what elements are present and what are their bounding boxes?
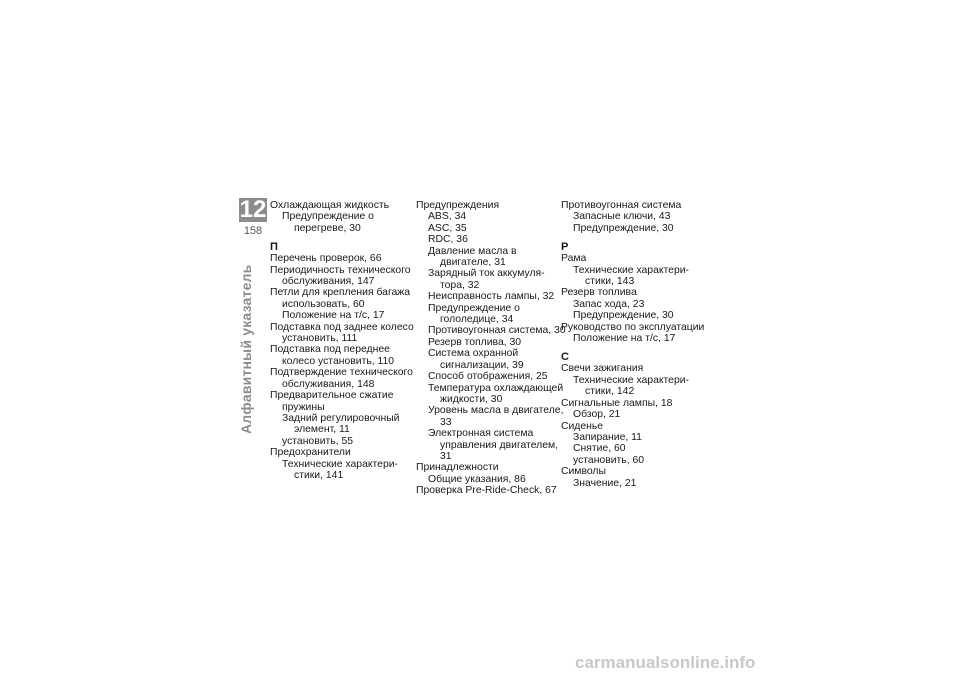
index-subentry: ASC, 35 — [428, 222, 467, 234]
index-subentry: Предупреждение, 30 — [573, 222, 674, 234]
index-subentry: Уровень масла в двигателе, 33 — [428, 405, 564, 428]
index-subentry: RDC, 36 — [428, 234, 468, 246]
index-column-1 — [270, 200, 420, 481]
index-entry: Руководство по эксплуатации — [561, 321, 705, 333]
index-entry: Проверка Pre-Ride-Check, 67 — [416, 485, 557, 497]
index-section-letter: П — [270, 241, 278, 254]
index-subentry: Технические характери-стики, 141 — [282, 458, 398, 481]
index-section-letter: С — [561, 351, 569, 364]
index-entry: Предварительное сжатие пружины — [270, 390, 394, 413]
index-entry: Сигнальные лампы, 18 — [561, 397, 673, 409]
index-subentry: Запас хода, 23 — [573, 298, 645, 310]
index-subentry: Давление масла в двигателе, 31 — [428, 245, 517, 269]
index-subentry: Зарядный ток аккумуля-тора, 32 — [428, 268, 545, 291]
index-subentry: Положение на т/с, 17 — [282, 310, 385, 322]
index-entry: Рама — [561, 253, 587, 265]
index-subentry: Положение на т/с, 17 — [573, 333, 676, 345]
index-entry: Сиденье — [561, 420, 604, 432]
side-title: Алфавитный указатель — [238, 264, 254, 434]
index-subentry: Значение, 21 — [573, 477, 637, 489]
index-subentry: Предупреждение о гололедице, 34 — [428, 302, 520, 326]
index-subentry: Электронная система управления двигателем, 31 — [428, 428, 559, 462]
index-subentry: Неисправность лампы, 32 — [428, 291, 555, 303]
index-entry: Предохранители — [270, 447, 351, 459]
index-subentry: Запасные ключи, 43 — [573, 211, 671, 223]
index-subentry: Система охранной сигнализации, 39 — [428, 348, 524, 371]
index-entry: Подтверждение технического обслуживания, 148 — [270, 367, 413, 390]
index-entry: Охлаждающая жидкость — [270, 200, 390, 211]
index-subentry: установить, 55 — [282, 435, 354, 447]
index-entry: Предупреждения — [416, 200, 500, 211]
index-entry: Противоугонная система — [561, 200, 682, 211]
index-entry: Петли для крепления багажа — [270, 287, 411, 299]
index-entry: Свечи зажигания — [561, 363, 644, 375]
index-subentry: установить, 60 — [573, 454, 645, 466]
index-subentry: Общие указания, 86 — [428, 473, 526, 485]
index-section-letter: Р — [561, 241, 569, 254]
index-entry: Подставка под переднее колесо установить, 110 — [270, 344, 395, 367]
chapter-number: 12 — [239, 196, 267, 223]
index-subentry: Снятие, 60 — [573, 443, 626, 455]
index-subentry: Противоугонная система, 30 — [428, 325, 566, 337]
index-subentry: Резерв топлива, 30 — [428, 336, 522, 348]
index-subentry: Способ отображения, 25 — [428, 371, 548, 383]
watermark: carmanualsonline.info — [575, 653, 756, 672]
index-column-2 — [416, 200, 566, 497]
index-entry: Резерв топлива — [561, 287, 637, 299]
index-entry: Символы — [561, 466, 606, 478]
index-entry: Принадлежности — [416, 462, 499, 474]
index-subentry: Обзор, 21 — [573, 409, 621, 421]
index-subentry: ABS, 34 — [428, 211, 467, 223]
page-number: 158 — [243, 225, 263, 237]
index-entry: Перечень проверок, 66 — [270, 253, 382, 265]
index-subentry: Задний регулировочный элемент, 11 — [282, 412, 400, 436]
index-entry: Подставка под заднее колесо установить, 111 — [270, 321, 414, 345]
index-subentry: Предупреждение, 30 — [573, 310, 674, 322]
index-subentry: Температура охлаждающей жидкости, 30 — [428, 382, 564, 405]
index-entry: Периодичность технического обслуживания, 147 — [270, 264, 411, 288]
index-subentry: Технические характери-стики, 143 — [573, 264, 689, 288]
index-subentry: Технические характери-стики, 142 — [573, 374, 689, 398]
index-subentry: Предупреждение о перегреве, 30 — [282, 211, 374, 234]
index-column-3 — [561, 200, 711, 489]
index-subentry: Запирание, 11 — [573, 431, 642, 443]
index-subentry: использовать, 60 — [282, 298, 365, 310]
